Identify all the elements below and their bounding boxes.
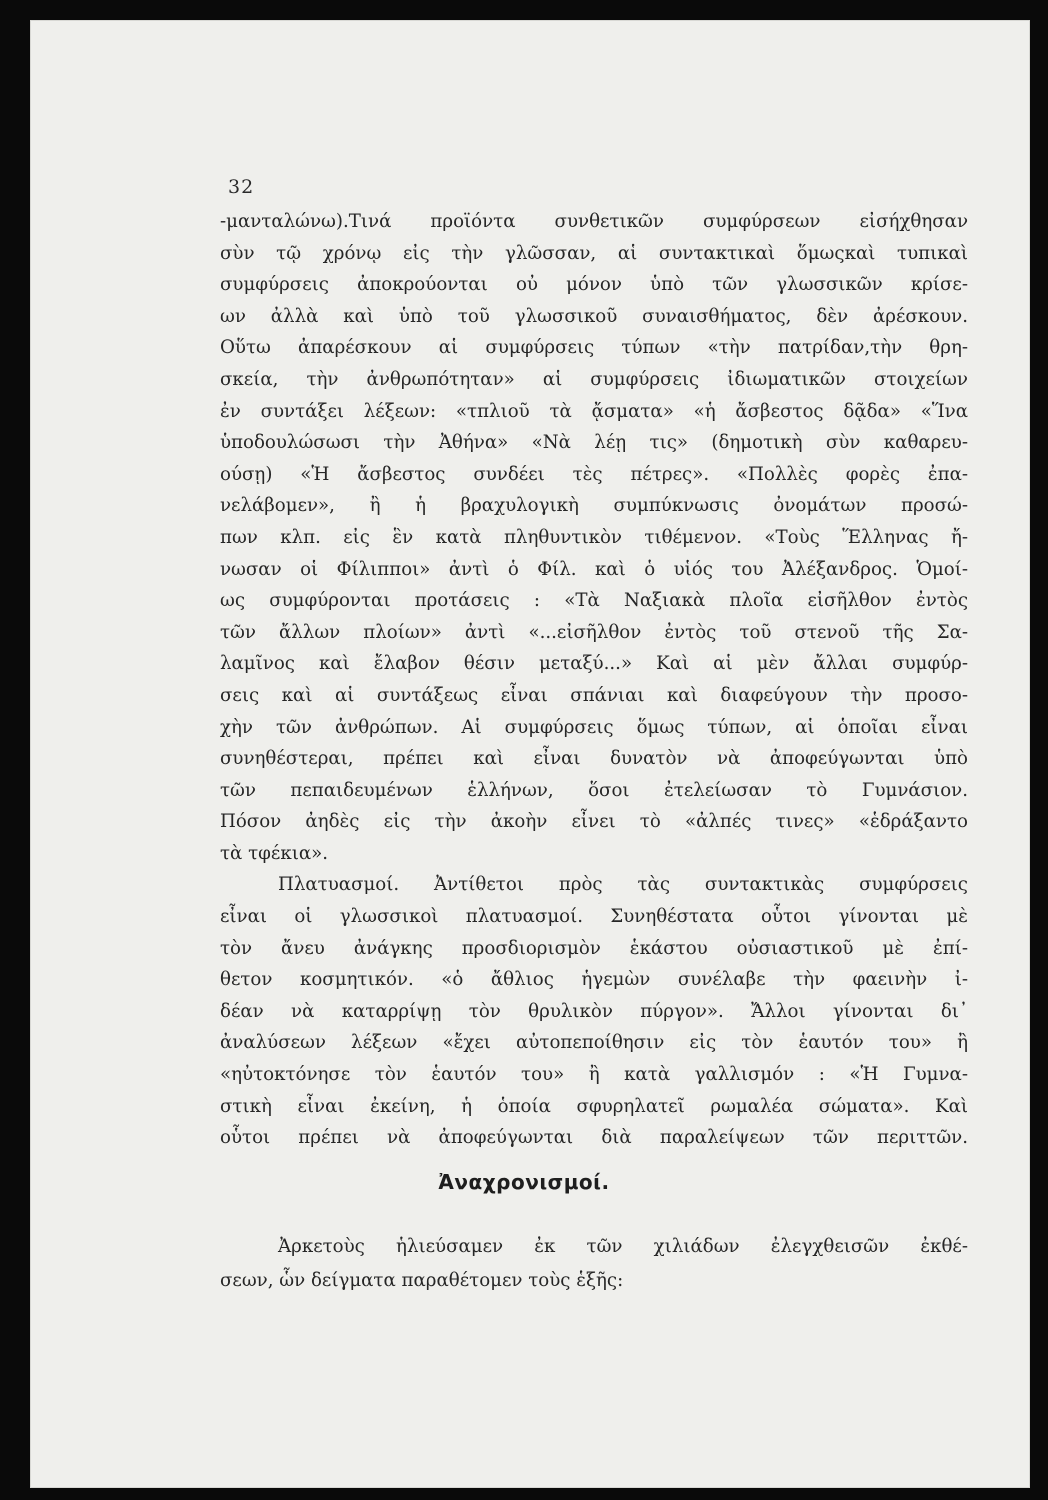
text-line: ἀναλύσεων λέξεων «ἔχει αὐτοπεποίθησιν εἰς τὸν ἑαυτόν του» ἢ [220,1032,968,1054]
text-line: σὺν τῷ χρόνῳ εἰς τὴν γλῶσσαν, αἱ συντακτικαὶ ὅμωςκαὶ τυπικαὶ [220,242,968,264]
text-line: στικὴ εἶναι ἐκείνη, ἡ ὁποία σφυρηλατεῖ ρωμαλέα σώματα». Καὶ [220,1095,968,1117]
body-text-continued [220,1230,968,1298]
text-line: θετον κοσμητικόν. «ὁ ἄθλιος ἡγεμὼν συνέλαβε τὴν φαεινὴν ἰ- [220,969,968,991]
text-line: ων ἀλλὰ καὶ ὑπὸ τοῦ γλωσσικοῦ συναισθήματος, δὲν ἀρέσκουν. [220,305,968,327]
text-line: πων κλπ. εἰς ἓν κατὰ πληθυντικὸν τιθέμενον. «Τοὺς Ἕλληνας ἤ- [220,526,968,548]
text-line: νωσαν οἱ Φίλιπποι» ἀντὶ ὁ Φίλ. καὶ ὁ υἱός του Ἀλέξανδρος. Ὁμοί- [220,558,968,580]
text-line: «ηὐτοκτόνησε τὸν ἑαυτόν του» ἢ κατὰ γαλλισμόν : «Ἡ Γυμνα- [220,1064,968,1086]
text-line: οὗτοι πρέπει νὰ ἀποφεύγωνται διὰ παραλείψεων τῶν περιττῶν. [220,1127,968,1149]
text-line: σεων, ὧν δείγματα παραθέτομεν τοὺς ἑξῆς: [220,1270,624,1291]
body-text [220,206,968,1154]
text-line: σκεία, τὴν ἀνθρωπότηταν» αἱ συμφύρσεις ἰδιωματικῶν στοιχείων [220,368,968,390]
text-line: νελάβομεν», ἢ ἡ βραχυλογικὴ συμπύκνωσις ὀνομάτων προσώ- [220,495,968,517]
text-line: σεις καὶ αἱ συντάξεως εἶναι σπάνιαι καὶ διαφεύγουν τὴν προσο- [220,684,968,706]
text-line: λαμῖνος καὶ ἔλαβον θέσιν μεταξύ...» Καὶ αἱ μὲν ἄλλαι συμφύρ- [220,653,968,675]
text-line: ως συμφύρονται προτάσεις : «Τὰ Ναξιακὰ πλοῖα εἰσῆλθον ἐντὸς [220,590,968,612]
text-line: τὸν ἄνευ ἀνάγκης προσδιορισμὸν ἑκάστου οὐσιαστικοῦ μὲ ἐπί- [220,937,968,959]
text-line: ἐν συντάξει λέξεων: «τπλιοῦ τὰ ᾄσματα» «ἡ ἄσβεστος δᾷδα» «Ἵνα [220,400,968,422]
text-line: ὑποδουλώσωσι τὴν Ἀθήνα» «Νὰ λέῃ τις» (δημοτικὴ σὺν καθαρευ- [220,432,968,454]
text-line: Πλατυασμοί. Ἀντίθετοι πρὸς τὰς συντακτικὰς συμφύρσεις [278,874,968,896]
text-line: τῶν ἄλλων πλοίων» ἀντὶ «...εἰσῆλθον ἐντὸς τοῦ στενοῦ τῆς Σα- [220,621,968,643]
page-number: 32 [228,176,255,198]
text-line: εἶναι οἱ γλωσσικοὶ πλατυασμοί. Συνηθέστατα οὗτοι γίνονται μὲ [220,906,968,928]
text-line: τὰ τφέκια». [220,842,329,864]
text-line: χὴν τῶν ἀνθρώπων. Αἱ συμφύρσεις ὅμως τύπων, αἱ ὁποῖαι εἶναι [220,716,968,738]
text-line: ούσῃ) «Ἡ ἄσβεστος συνδέει τὲς πέτρες». «Πολλὲς φορὲς ἐπα- [220,463,968,485]
text-line: Πόσον ἀηδὲς εἰς τὴν ἀκοὴν εἶνει τὸ «ἀλπές τινες» «ἑδράξαντο [220,811,968,833]
section-heading: Ἀναχρονισμοί. [438,1170,610,1194]
text-line: συμφύρσεις ἀποκρούονται οὐ μόνον ὑπὸ τῶν γλωσσικῶν κρίσε- [220,274,968,296]
text-line: δέαν νὰ καταρρίψῃ τὸν θρυλικὸν πύργον». Ἄλλοι γίνονται δι᾽ [220,1000,968,1022]
text-line: Οὕτω ἀπαρέσκουν αἱ συμφύρσεις τύπων «τὴν πατρίδαν,τὴν θρη- [220,337,968,359]
text-line: -μανταλώνω).Τινά προϊόντα συνθετικῶν συμφύρσεων εἰσήχθησαν [220,211,968,232]
text-line: συνηθέστεραι, πρέπει καὶ εἶναι δυνατὸν νὰ ἀποφεύγωνται ὑπὸ [220,748,968,770]
text-line: Ἀρκετοὺς ἡλιεύσαμεν ἐκ τῶν χιλιάδων ἐλεγχθεισῶν ἐκθέ- [278,1236,968,1257]
text-line: τῶν πεπαιδευμένων ἑλλήνων, ὅσοι ἐτελείωσαν τὸ Γυμνάσιον. [220,779,968,801]
